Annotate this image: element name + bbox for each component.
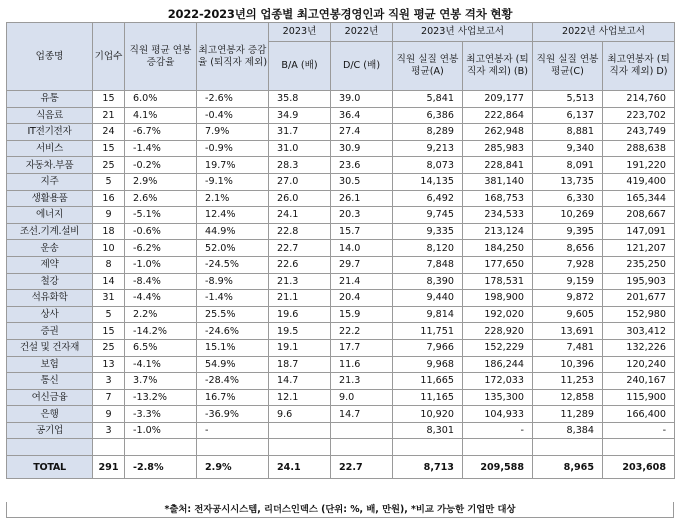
emp-rate-cell: -8.4% — [125, 273, 197, 290]
header-industry: 업종명 — [7, 23, 93, 91]
industry-cell: 은행 — [7, 406, 93, 423]
ba-ratio-cell: 26.0 — [269, 190, 331, 207]
exec-rate-cell — [197, 439, 269, 456]
table-row — [7, 223, 675, 240]
emp-rate-cell: -4.4% — [125, 290, 197, 307]
emp-rate-cell: -1.0% — [125, 422, 197, 439]
count-cell: 18 — [93, 223, 125, 240]
count-cell: 13 — [93, 356, 125, 373]
dc-ratio-cell: 29.7 — [331, 256, 393, 273]
emp-salary-2023-cell: 9,968 — [393, 356, 463, 373]
table-row — [7, 240, 675, 257]
ba-ratio-cell: 28.3 — [269, 157, 331, 174]
emp-salary-2022-cell: 9,340 — [533, 140, 603, 157]
exec-rate-cell: -2.6% — [197, 91, 269, 108]
emp-rate-cell: -5.1% — [125, 207, 197, 224]
count-cell: 3 — [93, 373, 125, 390]
count-cell: 291 — [93, 456, 125, 479]
exec-rate-cell: - — [197, 422, 269, 439]
dc-ratio-cell — [331, 439, 393, 456]
count-cell: 9 — [93, 406, 125, 423]
emp-salary-2022-cell: 11,289 — [533, 406, 603, 423]
ba-ratio-cell: 31.0 — [269, 140, 331, 157]
emp-salary-2022-cell: 12,858 — [533, 389, 603, 406]
exec-salary-2022-cell: 165,344 — [603, 190, 675, 207]
exec-salary-2022-cell: 115,900 — [603, 389, 675, 406]
emp-rate-cell: -3.3% — [125, 406, 197, 423]
exec-salary-2023-cell: 209,588 — [463, 456, 533, 479]
emp-salary-2022-cell: 9,605 — [533, 306, 603, 323]
emp-salary-2022-cell: 8,384 — [533, 422, 603, 439]
ba-ratio-cell: 14.7 — [269, 373, 331, 390]
exec-rate-cell: -24.6% — [197, 323, 269, 340]
emp-salary-2023-cell: 9,440 — [393, 290, 463, 307]
table-row — [7, 323, 675, 340]
table-row — [7, 422, 675, 439]
emp-rate-cell: -0.6% — [125, 223, 197, 240]
emp-salary-2022-cell: 10,396 — [533, 356, 603, 373]
count-cell — [93, 439, 125, 456]
exec-rate-cell: -0.9% — [197, 140, 269, 157]
exec-salary-2023-cell: 234,533 — [463, 207, 533, 224]
emp-rate-cell: -1.4% — [125, 140, 197, 157]
count-cell: 5 — [93, 306, 125, 323]
industry-cell: 운송 — [7, 240, 93, 257]
exec-salary-2022-cell: 121,207 — [603, 240, 675, 257]
exec-salary-2022-cell: 201,677 — [603, 290, 675, 307]
emp-salary-2022-cell: 9,395 — [533, 223, 603, 240]
emp-salary-2023-cell: 6,492 — [393, 190, 463, 207]
salary-gap-table — [6, 22, 675, 479]
industry-cell: 생활용품 — [7, 190, 93, 207]
ba-ratio-cell: 34.9 — [269, 107, 331, 124]
table-row — [7, 373, 675, 390]
emp-rate-cell: 2.2% — [125, 306, 197, 323]
industry-cell: 서비스 — [7, 140, 93, 157]
emp-salary-2023-cell: 9,745 — [393, 207, 463, 224]
table-row — [7, 290, 675, 307]
exec-rate-cell: 2.9% — [197, 456, 269, 479]
emp-rate-cell: -0.2% — [125, 157, 197, 174]
emp-salary-2022-cell: 6,137 — [533, 107, 603, 124]
emp-salary-2022-cell: 13,735 — [533, 173, 603, 190]
table-row — [7, 256, 675, 273]
exec-rate-cell: -36.9% — [197, 406, 269, 423]
exec-salary-2023-cell: 228,920 — [463, 323, 533, 340]
table-row — [7, 207, 675, 224]
count-cell: 10 — [93, 240, 125, 257]
exec-salary-2022-cell: 191,220 — [603, 157, 675, 174]
header-count: 기업수 — [93, 23, 125, 91]
total-row — [7, 456, 675, 479]
emp-salary-2023-cell: 8,390 — [393, 273, 463, 290]
exec-salary-2022-cell: 223,702 — [603, 107, 675, 124]
table-row — [7, 273, 675, 290]
exec-salary-2023-cell: 262,948 — [463, 124, 533, 141]
dc-ratio-cell: 21.4 — [331, 273, 393, 290]
exec-salary-2022-cell: 166,400 — [603, 406, 675, 423]
exec-rate-cell: 2.1% — [197, 190, 269, 207]
exec-salary-2022-cell: 214,760 — [603, 91, 675, 108]
emp-salary-2022-cell: 9,872 — [533, 290, 603, 307]
emp-rate-cell: -6.2% — [125, 240, 197, 257]
count-cell: 25 — [93, 157, 125, 174]
emp-rate-cell: 6.0% — [125, 91, 197, 108]
exec-salary-2023-cell: 135,300 — [463, 389, 533, 406]
exec-salary-2023-cell: 192,020 — [463, 306, 533, 323]
dc-ratio-cell: 9.0 — [331, 389, 393, 406]
exec-rate-cell: -24.5% — [197, 256, 269, 273]
exec-rate-cell: 16.7% — [197, 389, 269, 406]
industry-cell: 증권 — [7, 323, 93, 340]
header-exec-rate: 최고연봉자 증감율 (퇴직자 제외) — [197, 23, 269, 91]
count-cell: 8 — [93, 256, 125, 273]
exec-salary-2023-cell: 104,933 — [463, 406, 533, 423]
exec-salary-2023-cell: 184,250 — [463, 240, 533, 257]
emp-salary-2023-cell: 11,751 — [393, 323, 463, 340]
count-cell: 31 — [93, 290, 125, 307]
ba-ratio-cell: 21.3 — [269, 273, 331, 290]
header-emp-a: 직원 실질 연봉 평균(A) — [393, 42, 463, 91]
ba-ratio-cell — [269, 422, 331, 439]
industry-cell: 공기업 — [7, 422, 93, 439]
header-emp-rate: 직원 평균 연봉 증감율 — [125, 23, 197, 91]
table-row — [7, 356, 675, 373]
exec-rate-cell: -28.4% — [197, 373, 269, 390]
emp-salary-2023-cell: 9,335 — [393, 223, 463, 240]
ba-ratio-cell: 12.1 — [269, 389, 331, 406]
emp-rate-cell: 4.1% — [125, 107, 197, 124]
count-cell: 16 — [93, 190, 125, 207]
ba-ratio-cell: 24.1 — [269, 456, 331, 479]
exec-salary-2022-cell: 152,980 — [603, 306, 675, 323]
ba-ratio-cell — [269, 439, 331, 456]
industry-cell: 여신금융 — [7, 389, 93, 406]
emp-salary-2023-cell: 8,289 — [393, 124, 463, 141]
emp-salary-2023-cell: 6,386 — [393, 107, 463, 124]
dc-ratio-cell: 39.0 — [331, 91, 393, 108]
count-cell: 9 — [93, 207, 125, 224]
emp-salary-2023-cell: 10,920 — [393, 406, 463, 423]
header-report-2023: 2023년 사업보고서 — [393, 23, 533, 42]
exec-salary-2022-cell: 243,749 — [603, 124, 675, 141]
emp-salary-2022-cell: 5,513 — [533, 91, 603, 108]
exec-salary-2023-cell: 228,841 — [463, 157, 533, 174]
count-cell: 5 — [93, 173, 125, 190]
emp-salary-2022-cell: 8,091 — [533, 157, 603, 174]
table-body — [7, 91, 675, 479]
emp-rate-cell: 2.6% — [125, 190, 197, 207]
emp-rate-cell: -6.7% — [125, 124, 197, 141]
exec-salary-2023-cell: 178,531 — [463, 273, 533, 290]
header-dc: D/C (배) — [331, 42, 393, 91]
exec-salary-2022-cell: 303,412 — [603, 323, 675, 340]
exec-rate-cell: 44.9% — [197, 223, 269, 240]
table-row — [7, 190, 675, 207]
emp-salary-2023-cell: 11,665 — [393, 373, 463, 390]
dc-ratio-cell: 15.7 — [331, 223, 393, 240]
count-cell: 15 — [93, 323, 125, 340]
emp-salary-2023-cell: 8,713 — [393, 456, 463, 479]
dc-ratio-cell: 11.6 — [331, 356, 393, 373]
count-cell: 3 — [93, 422, 125, 439]
ba-ratio-cell: 22.7 — [269, 240, 331, 257]
exec-rate-cell: 12.4% — [197, 207, 269, 224]
emp-salary-2023-cell: 11,165 — [393, 389, 463, 406]
header-report-2022: 2022년 사업보고서 — [533, 23, 675, 42]
header-exec-b: 최고연봉자 (퇴직자 제외) (B) — [463, 42, 533, 91]
exec-salary-2023-cell: 198,900 — [463, 290, 533, 307]
exec-salary-2023-cell: 285,983 — [463, 140, 533, 157]
count-cell: 7 — [93, 389, 125, 406]
table-row — [7, 306, 675, 323]
emp-rate-cell: -13.2% — [125, 389, 197, 406]
emp-salary-2022-cell: 10,269 — [533, 207, 603, 224]
dc-ratio-cell: 14.0 — [331, 240, 393, 257]
exec-salary-2022-cell: 235,250 — [603, 256, 675, 273]
emp-salary-2022-cell: 11,253 — [533, 373, 603, 390]
ba-ratio-cell: 35.8 — [269, 91, 331, 108]
table-row — [7, 91, 675, 108]
dc-ratio-cell: 30.9 — [331, 140, 393, 157]
emp-rate-cell: -14.2% — [125, 323, 197, 340]
exec-salary-2022-cell: 147,091 — [603, 223, 675, 240]
table-row — [7, 124, 675, 141]
emp-salary-2023-cell: 5,841 — [393, 91, 463, 108]
industry-cell: 제약 — [7, 256, 93, 273]
ba-ratio-cell: 27.0 — [269, 173, 331, 190]
exec-salary-2023-cell: 177,650 — [463, 256, 533, 273]
industry-cell: 지주 — [7, 173, 93, 190]
emp-salary-2022-cell: 6,330 — [533, 190, 603, 207]
dc-ratio-cell: 15.9 — [331, 306, 393, 323]
dc-ratio-cell: 14.7 — [331, 406, 393, 423]
dc-ratio-cell: 26.1 — [331, 190, 393, 207]
count-cell: 15 — [93, 140, 125, 157]
ba-ratio-cell: 18.7 — [269, 356, 331, 373]
exec-rate-cell: 7.9% — [197, 124, 269, 141]
emp-salary-2023-cell: 8,073 — [393, 157, 463, 174]
exec-salary-2023-cell: 381,140 — [463, 173, 533, 190]
exec-salary-2023-cell: 152,229 — [463, 339, 533, 356]
emp-salary-2023-cell: 14,135 — [393, 173, 463, 190]
exec-salary-2023-cell: 172,033 — [463, 373, 533, 390]
industry-cell: 에너지 — [7, 207, 93, 224]
emp-rate-cell — [125, 439, 197, 456]
table-row — [7, 406, 675, 423]
exec-rate-cell: -9.1% — [197, 173, 269, 190]
dc-ratio-cell: 27.4 — [331, 124, 393, 141]
emp-rate-cell: 6.5% — [125, 339, 197, 356]
exec-salary-2022-cell: 208,667 — [603, 207, 675, 224]
ba-ratio-cell: 24.1 — [269, 207, 331, 224]
exec-salary-2022-cell — [603, 439, 675, 456]
exec-salary-2022-cell: 203,608 — [603, 456, 675, 479]
header-emp-c: 직원 실질 연봉 평균(C) — [533, 42, 603, 91]
table-row — [7, 173, 675, 190]
exec-rate-cell: -0.4% — [197, 107, 269, 124]
exec-salary-2023-cell — [463, 439, 533, 456]
footnote: *출처: 전자공시시스템, 리더스인덱스 (단위: %, 배, 만원), *비교 가능한 기업만 대상 — [6, 502, 674, 518]
exec-salary-2023-cell: 209,177 — [463, 91, 533, 108]
ba-ratio-cell: 21.1 — [269, 290, 331, 307]
emp-salary-2022-cell: 7,481 — [533, 339, 603, 356]
dc-ratio-cell: 30.5 — [331, 173, 393, 190]
count-cell: 14 — [93, 273, 125, 290]
exec-salary-2023-cell: 213,124 — [463, 223, 533, 240]
table-container — [6, 22, 674, 479]
ba-ratio-cell: 22.8 — [269, 223, 331, 240]
ba-ratio-cell: 9.6 — [269, 406, 331, 423]
exec-salary-2022-cell: 132,226 — [603, 339, 675, 356]
industry-cell: 통신 — [7, 373, 93, 390]
industry-cell: 자동차.부품 — [7, 157, 93, 174]
header-2023: 2023년 — [269, 23, 331, 42]
exec-salary-2023-cell: 222,864 — [463, 107, 533, 124]
industry-cell: 석유화학 — [7, 290, 93, 307]
count-cell: 15 — [93, 91, 125, 108]
dc-ratio-cell: 22.2 — [331, 323, 393, 340]
dc-ratio-cell: 20.3 — [331, 207, 393, 224]
dc-ratio-cell: 36.4 — [331, 107, 393, 124]
emp-salary-2022-cell: 8,656 — [533, 240, 603, 257]
emp-salary-2023-cell: 9,213 — [393, 140, 463, 157]
table-row — [7, 157, 675, 174]
industry-cell: 식음료 — [7, 107, 93, 124]
dc-ratio-cell: 23.6 — [331, 157, 393, 174]
exec-salary-2022-cell: 240,167 — [603, 373, 675, 390]
emp-salary-2022-cell: 7,928 — [533, 256, 603, 273]
dc-ratio-cell: 21.3 — [331, 373, 393, 390]
table-row — [7, 107, 675, 124]
industry-cell: 상사 — [7, 306, 93, 323]
table-row — [7, 140, 675, 157]
exec-rate-cell: 19.7% — [197, 157, 269, 174]
emp-salary-2023-cell: 8,301 — [393, 422, 463, 439]
industry-cell: 유통 — [7, 91, 93, 108]
emp-rate-cell: -2.8% — [125, 456, 197, 479]
empty-row — [7, 439, 675, 456]
industry-cell: 조선.기계.설비 — [7, 223, 93, 240]
count-cell: 24 — [93, 124, 125, 141]
document-title: 2022-2023년의 업종별 최고연봉경영인과 직원 평균 연봉 격차 현황 — [167, 7, 513, 21]
ba-ratio-cell: 19.6 — [269, 306, 331, 323]
exec-salary-2023-cell: 186,244 — [463, 356, 533, 373]
header-exec-d: 최고연봉자 (퇴직자 제외) D) — [603, 42, 675, 91]
emp-rate-cell: -4.1% — [125, 356, 197, 373]
industry-cell — [7, 439, 93, 456]
exec-salary-2023-cell: 168,753 — [463, 190, 533, 207]
header-ba: B/A (배) — [269, 42, 331, 91]
ba-ratio-cell: 22.6 — [269, 256, 331, 273]
exec-salary-2023-cell: - — [463, 422, 533, 439]
industry-cell: 건설 및 건자재 — [7, 339, 93, 356]
emp-rate-cell: -1.0% — [125, 256, 197, 273]
dc-ratio-cell — [331, 422, 393, 439]
ba-ratio-cell: 19.1 — [269, 339, 331, 356]
count-cell: 25 — [93, 339, 125, 356]
emp-salary-2022-cell: 8,881 — [533, 124, 603, 141]
exec-salary-2022-cell: 120,240 — [603, 356, 675, 373]
header-2022: 2022년 — [331, 23, 393, 42]
industry-cell: TOTAL — [7, 456, 93, 479]
emp-salary-2023-cell: 7,966 — [393, 339, 463, 356]
exec-rate-cell: 54.9% — [197, 356, 269, 373]
exec-rate-cell: -1.4% — [197, 290, 269, 307]
emp-salary-2022-cell — [533, 439, 603, 456]
emp-salary-2022-cell: 13,691 — [533, 323, 603, 340]
emp-salary-2022-cell: 9,159 — [533, 273, 603, 290]
ba-ratio-cell: 31.7 — [269, 124, 331, 141]
industry-cell: 철강 — [7, 273, 93, 290]
dc-ratio-cell: 20.4 — [331, 290, 393, 307]
emp-rate-cell: 2.9% — [125, 173, 197, 190]
exec-salary-2022-cell: 419,400 — [603, 173, 675, 190]
exec-salary-2022-cell: 288,638 — [603, 140, 675, 157]
exec-rate-cell: -8.9% — [197, 273, 269, 290]
emp-salary-2022-cell: 8,965 — [533, 456, 603, 479]
emp-salary-2023-cell: 9,814 — [393, 306, 463, 323]
exec-salary-2022-cell: 195,903 — [603, 273, 675, 290]
table-row — [7, 389, 675, 406]
exec-rate-cell: 52.0% — [197, 240, 269, 257]
ba-ratio-cell: 19.5 — [269, 323, 331, 340]
dc-ratio-cell: 22.7 — [331, 456, 393, 479]
exec-salary-2022-cell: - — [603, 422, 675, 439]
emp-salary-2023-cell — [393, 439, 463, 456]
dc-ratio-cell: 17.7 — [331, 339, 393, 356]
emp-salary-2023-cell: 8,120 — [393, 240, 463, 257]
count-cell: 21 — [93, 107, 125, 124]
industry-cell: IT전기전자 — [7, 124, 93, 141]
table-row — [7, 339, 675, 356]
industry-cell: 보험 — [7, 356, 93, 373]
emp-salary-2023-cell: 7,848 — [393, 256, 463, 273]
exec-rate-cell: 25.5% — [197, 306, 269, 323]
exec-rate-cell: 15.1% — [197, 339, 269, 356]
emp-rate-cell: 3.7% — [125, 373, 197, 390]
